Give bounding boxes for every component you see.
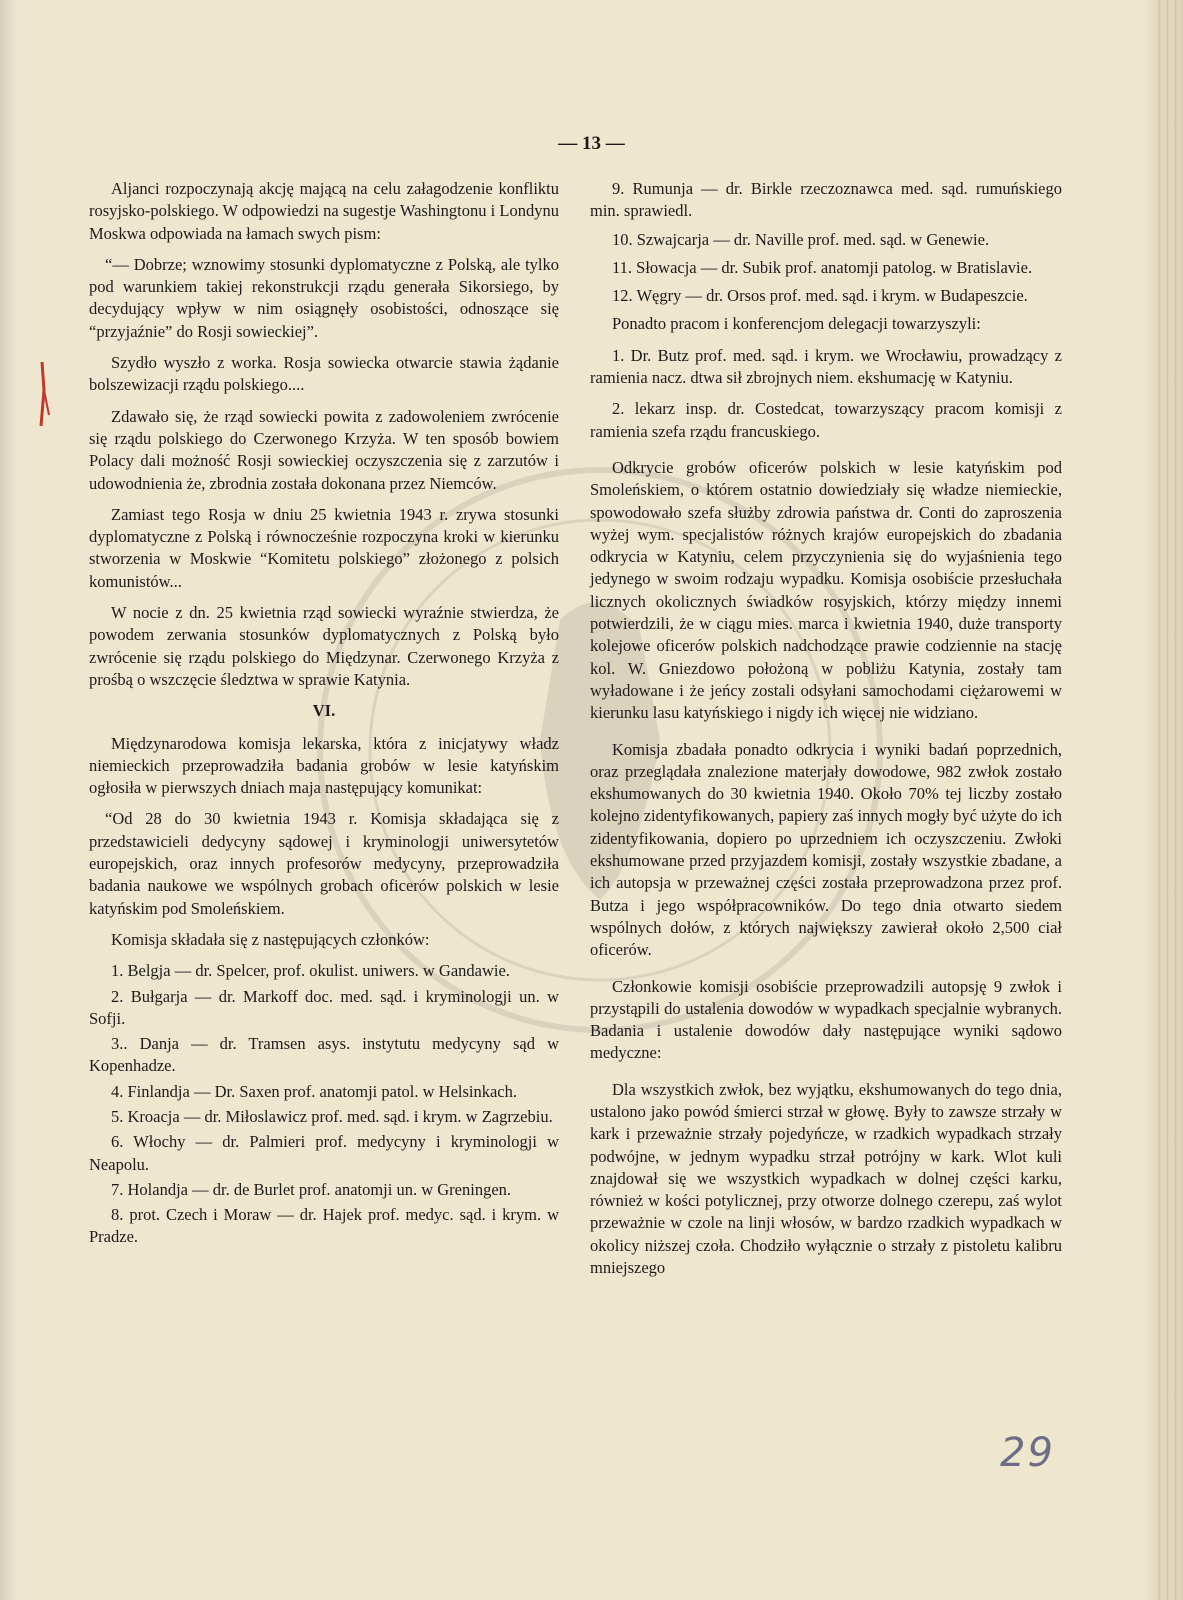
handwritten-page-number: 29 (1000, 1430, 1055, 1476)
paragraph: Odkrycie grobów oficerów polskich w lesie katyńskim pod Smoleńskiem, o którem ostatnio dowiedziały się władze niemieckie, spowodowało szefa służby zdrowia państwa dr. Conti do zaproszenia wyżej wym. specjalistów różnych krajów europejskich do zbadania odkrycia w Katyniu, celem przyczynienia się do wyjaśnienia tego jedynego w swoim rodzaju wypadku. Komisja osobiście przesłuchała licznych okolicznych świadków rosyjskich, którzy między innemi potwierdzili, że w ciągu mies. marca i kwietnia 1940, duże transporty kolejowe oficerów polskich nadchodzące prawie codziennie na stację kol. W. Gniezdowo położoną w pobliżu Katynia, zostały tam wyładowane i że jeńcy zostali odsyłani samochodami ciężarowemi w kierunku lasu katyńskiego i nigdy ich więcej nie widziano. (590, 457, 1062, 723)
paragraph: Międzynarodowa komisja lekarska, która z inicjatywy władz niemieckich przeprowadziła badania grobów w lesie katyńskim ogłosiła w pierwszych dniach maja następujący komunikat: (89, 733, 559, 798)
list-item: 3.. Danja — dr. Tramsen asys. instytutu medycyny sąd w Kopenhadze. (89, 1034, 559, 1076)
page-number: — 13 — (558, 133, 625, 154)
paragraph: W nocie z dn. 25 kwietnia rząd sowiecki wyraźnie stwierdza, że powodem zerwania stosunków dyplomatycznych z Polską było zwrócenie się rządu polskiego do Międzynar. Czerwonego Krzyża z prośbą o wszczęcie śledztwa w sprawie Katynia. (89, 603, 559, 689)
paragraph: Komisja zbadała ponadto odkrycia i wyniki badań poprzednich, oraz przeglądała znalezione materjały dowodowe, 982 zwłok zostało ekshumowanych do 30 kwietnia 1940. Około 70% tej liczby zostało kolejno zidentyfikowanych, papiery zaś innych mogły być użyte do ich zidentyfikowania, dopiero po uprzedniem ich oczyszczeniu. Zwłoki ekshumowane przed przyjazdem komisji, zostały wszystkie zbadane, a ich autopsja w przeważnej części została przeprowadzona przez prof. Butza i jego współpracowników. Do tego dnia otwarto siedem wspólnych dołów, z których największy zawierał około 2,500 ciał oficerów. (590, 739, 1062, 960)
paragraph: Komisja składała się z następujących członków: (111, 929, 430, 949)
list-item: 1. Belgja — dr. Spelcer, prof. okulist. uniwers. w Gandawie. (111, 961, 510, 981)
list-item: 8. prot. Czech i Moraw — dr. Hajek prof. medyc. sąd. i krym. w Pradze. (89, 1205, 559, 1247)
list-item: 12. Węgry — dr. Orsos prof. med. sąd. i krym. w Budapeszcie. (612, 286, 1028, 306)
quotation-paragraph: “— Dobrze; wznowimy stosunki dyplomatyczne z Polską, ale tylko pod warunkiem takiej rekonstrukcji rządu generała Sikorsiego, by decydujący wpływ w nim osiągnęły osobistości, odnoszące się “przyjaźnie” do Rosji sowieckiej”. (89, 254, 559, 341)
paragraph: Szydło wyszło z worka. Rosja sowiecka otwarcie stawia żądanie bolszewizacji rządu polskiego.... (89, 353, 559, 395)
list-item: 5. Kroacja — dr. Miłoslawicz prof. med. sąd. i krym. w Zagrzebiu. (111, 1106, 553, 1126)
left-column (89, 178, 559, 1252)
section-heading: VI. (312, 701, 336, 721)
paragraph: Aljanci rozpoczynają akcję mającą na celu załagodzenie konfliktu rosyjsko-polskiego. W odpowiedzi na sugestje Washingtonu i Londynu Moskwa odpowiada na łamach swych pism: (89, 179, 559, 243)
paragraph: Zamiast tego Rosja w dniu 25 kwietnia 1943 r. zrywa stosunki dyplomatyczne z Polską i równocześnie rozpoczyna kroki w kierunku stworzenia w Moskwie “Komitetu polskiego” złożonego z polsich komunistów... (89, 504, 559, 591)
list-item: 11. Słowacja — dr. Subik prof. anatomji patolog. w Bratislavie. (612, 257, 1033, 277)
paragraph: Członkowie komisji osobiście przeprowadzili autopsję 9 zwłok i przystąpili do ustalenia dowodów w wypadkach specjalnie wybranych. Badania i ustalenie dowodów dały następujące wyniki sądowo medyczne: (590, 976, 1062, 1063)
red-pencil-mark (38, 360, 52, 430)
list-item: 9. Rumunja — dr. Birkle rzeczoznawca med. sąd. rumuńskiego min. sprawiedl. (590, 179, 1062, 221)
right-column (590, 178, 1062, 1288)
list-item: 4. Finlandja — Dr. Saxen prof. anatomji patol. w Helsinkach. (111, 1081, 518, 1101)
paragraph: Zdawało się, że rząd sowiecki powita z zadowoleniem zwrócenie się rządu polskiego do Czerwonego Krzyża. W ten sposób bowiem Polacy dali możność Rosji sowieckiej oczyszczenia się z zarzutów i udowodnienia że, zbrodnia została dokonana przez Niemców. (89, 406, 559, 493)
paragraph: Dla wszystkich zwłok, bez wyjątku, ekshumowanych do tego dnia, ustalono jako powód śmierci strzał w głowę. Były to zawsze strzały w kark i przeważnie strzały pojedyńcze, w rzadkich wypadkach strzały podwójne, w jednym wypadku strzał potrójny w kark. Wlot kuli znajdował się we wszystkich wypadkach w dolnej części karku, również w kości potylicznej, przy otworze dolnego czerepu, zaś wylot przeważnie w czole na linji włosów, w bardzo rzadkich wypadkach w okolicy niższej czoła. Chodziło wyłącznie o strzały z pistoletu kalibru mniejszego (590, 1079, 1062, 1278)
paragraph: Ponadto pracom i konferencjom delegacji towarzyszyli: (612, 314, 981, 334)
list-item: 7. Holandja — dr. de Burlet prof. anatomji un. w Greningen. (111, 1179, 512, 1199)
list-item: 1. Dr. Butz prof. med. sąd. i krym. we Wrocławiu, prowadzący z ramienia nacz. dtwa sił zbrojnych niem. ekshumację w Katyniu. (590, 345, 1062, 388)
list-item: 2. Bułgarja — dr. Markoff doc. med. sąd. i kryminologji un. w Sofji. (89, 986, 559, 1028)
list-item: 6. Włochy — dr. Palmieri prof. medycyny i kryminologji w Neapolu. (89, 1132, 559, 1174)
list-item: 2. lekarz insp. dr. Costedcat, towarzyszący pracom komisji z ramienia szefa rządu francuskiego. (590, 399, 1062, 441)
communique-paragraph: “Od 28 do 30 kwietnia 1943 r. Komisja składająca się z przedstawicieli dedycyny sądowej i kryminologji uniwersytetów europejskich, oraz innych profesorów medycyny, przeprowadziła badania naukowe we wspólnych grobach oficerów polskich w lesie katyńskim pod Smoleńskiem. (89, 809, 559, 918)
page-edge (1153, 0, 1183, 1600)
list-item: 10. Szwajcarja — dr. Naville prof. med. sąd. w Genewie. (612, 229, 990, 249)
